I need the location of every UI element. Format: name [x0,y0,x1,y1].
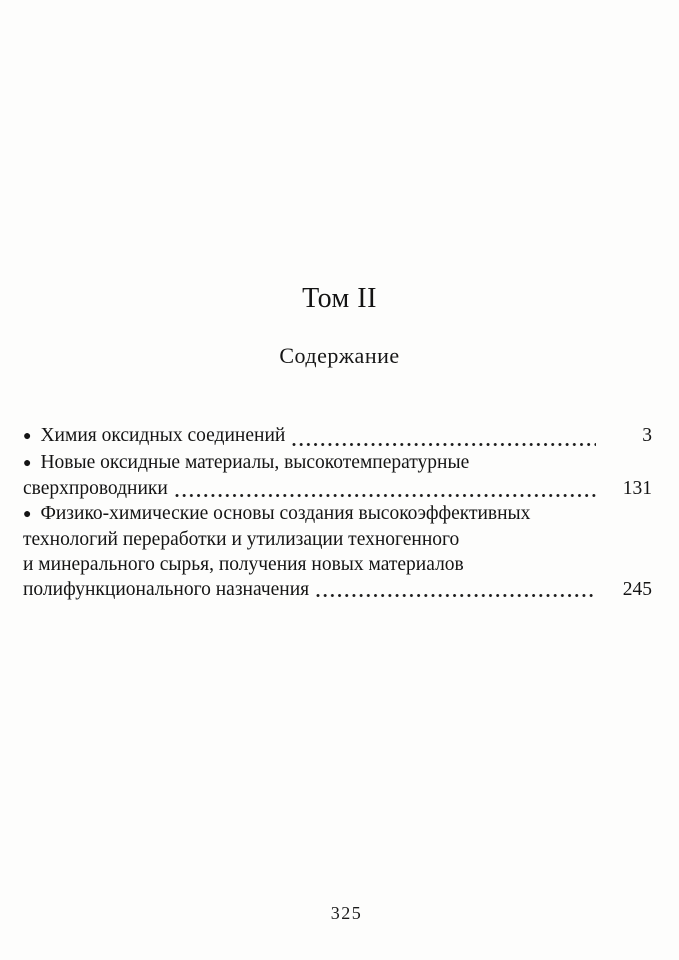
volume-title: Том II [302,283,377,314]
toc-entry-title: Физико-химические основы создания высокоэффективных [40,502,531,524]
toc-entry-title: Новые оксидные материалы, высокотемпературные [40,451,470,473]
toc-entry-line [23,578,652,603]
toc-entry-title: Химия оксидных соединений [40,425,286,446]
toc-entry-title-continued: сверхпроводники [23,478,168,500]
bullet-icon: ● [23,506,32,522]
dotted-leader [316,593,596,598]
toc-entry-line [23,528,652,553]
toc-entry-line [23,451,652,478]
toc-entry-line [23,502,652,529]
toc-entry-title-continued: полифункционального назначения [23,578,310,600]
toc-entry-title-continued: и минерального сырья, получения новых материалов [23,553,464,575]
toc-entry-line [23,424,652,451]
toc-entry [23,424,652,451]
toc-entry-line [23,553,652,578]
toc-entry-title-continued: технологий переработки и утилизации техногенного [23,529,460,551]
toc-page-ref: 3 [642,425,652,446]
dotted-leader [175,493,596,498]
bullet-icon: ● [23,429,32,444]
toc-page-ref: 245 [622,578,652,600]
footer-page-number: 325 [330,903,363,923]
dotted-leader [292,442,596,447]
table-of-contents [23,424,652,602]
toc-entry [23,502,652,602]
toc-entry-line [23,477,652,502]
bullet-icon: ● [23,455,32,471]
toc-page-ref: 131 [622,478,652,500]
toc-entry [23,451,652,502]
contents-heading: Содержание [279,343,400,368]
